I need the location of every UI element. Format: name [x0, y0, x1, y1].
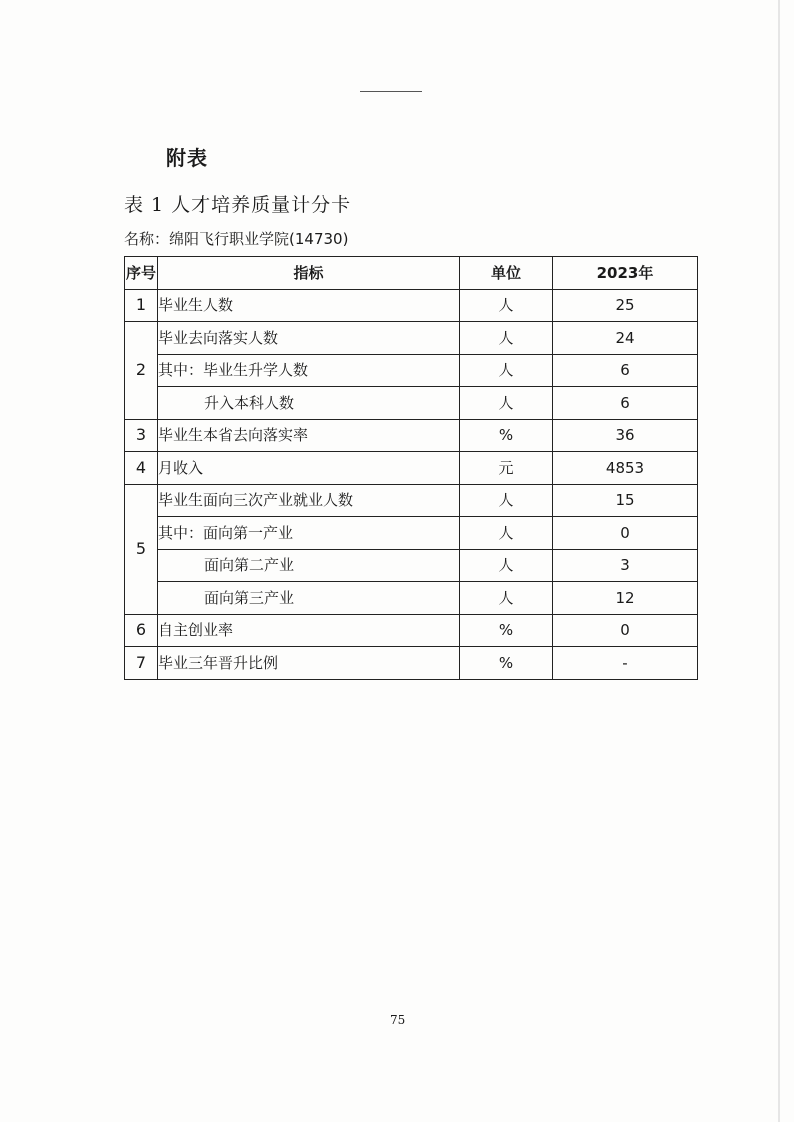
table-row [125, 354, 698, 387]
row-indicator: 其中：毕业生升学人数 [158, 354, 460, 387]
row-value: - [553, 647, 698, 680]
header-indicator: 指标 [158, 257, 460, 290]
row-unit: 人 [460, 484, 553, 517]
row-unit: 元 [460, 452, 553, 485]
table-header-row [125, 257, 698, 290]
row-value: 6 [553, 354, 698, 387]
row-indicator: 面向第三产业 [158, 582, 460, 615]
row-unit: 人 [460, 582, 553, 615]
row-unit: 人 [460, 549, 553, 582]
table-row [125, 647, 698, 680]
table-row [125, 484, 698, 517]
row-indicator: 毕业去向落实人数 [158, 322, 460, 355]
row-unit: % [460, 614, 553, 647]
row-indicator: 毕业生本省去向落实率 [158, 419, 460, 452]
row-seq: 5 [125, 484, 158, 614]
row-seq: 7 [125, 647, 158, 680]
table-row [125, 322, 698, 355]
table-row [125, 582, 698, 615]
row-value: 36 [553, 419, 698, 452]
row-unit: 人 [460, 289, 553, 322]
row-unit: 人 [460, 517, 553, 550]
row-value: 15 [553, 484, 698, 517]
table-title: 表 1 人才培养质量计分卡 [124, 194, 352, 216]
row-unit: 人 [460, 387, 553, 420]
row-unit: % [460, 419, 553, 452]
row-indicator: 毕业生人数 [158, 289, 460, 322]
table-row [125, 614, 698, 647]
row-value: 4853 [553, 452, 698, 485]
row-seq: 4 [125, 452, 158, 485]
row-seq: 6 [125, 614, 158, 647]
talent-quality-scorecard-table [124, 256, 698, 680]
table-row [125, 387, 698, 420]
row-indicator: 月收入 [158, 452, 460, 485]
table-row [125, 517, 698, 550]
row-value: 12 [553, 582, 698, 615]
table-row [125, 549, 698, 582]
row-unit: 人 [460, 354, 553, 387]
header-year: 2023年 [553, 257, 698, 290]
row-unit: 人 [460, 322, 553, 355]
row-seq: 3 [125, 419, 158, 452]
table-row [125, 452, 698, 485]
row-value: 0 [553, 614, 698, 647]
page-number: 75 [390, 1013, 406, 1027]
page-edge-divider [778, 0, 780, 1122]
header-rule [360, 91, 422, 92]
row-value: 25 [553, 289, 698, 322]
row-value: 24 [553, 322, 698, 355]
row-unit: % [460, 647, 553, 680]
row-indicator: 毕业三年晋升比例 [158, 647, 460, 680]
header-unit: 单位 [460, 257, 553, 290]
row-value: 0 [553, 517, 698, 550]
table-row [125, 419, 698, 452]
appendix-title: 附表 [166, 146, 208, 170]
row-indicator: 面向第二产业 [158, 549, 460, 582]
row-seq: 2 [125, 322, 158, 420]
row-seq: 1 [125, 289, 158, 322]
row-indicator: 升入本科人数 [158, 387, 460, 420]
institution-name: 名称：绵阳飞行职业学院(14730) [124, 230, 349, 248]
row-value: 3 [553, 549, 698, 582]
row-indicator: 毕业生面向三次产业就业人数 [158, 484, 460, 517]
table-row [125, 289, 698, 322]
row-indicator: 自主创业率 [158, 614, 460, 647]
row-indicator: 其中：面向第一产业 [158, 517, 460, 550]
row-value: 6 [553, 387, 698, 420]
header-seq: 序号 [125, 257, 158, 290]
